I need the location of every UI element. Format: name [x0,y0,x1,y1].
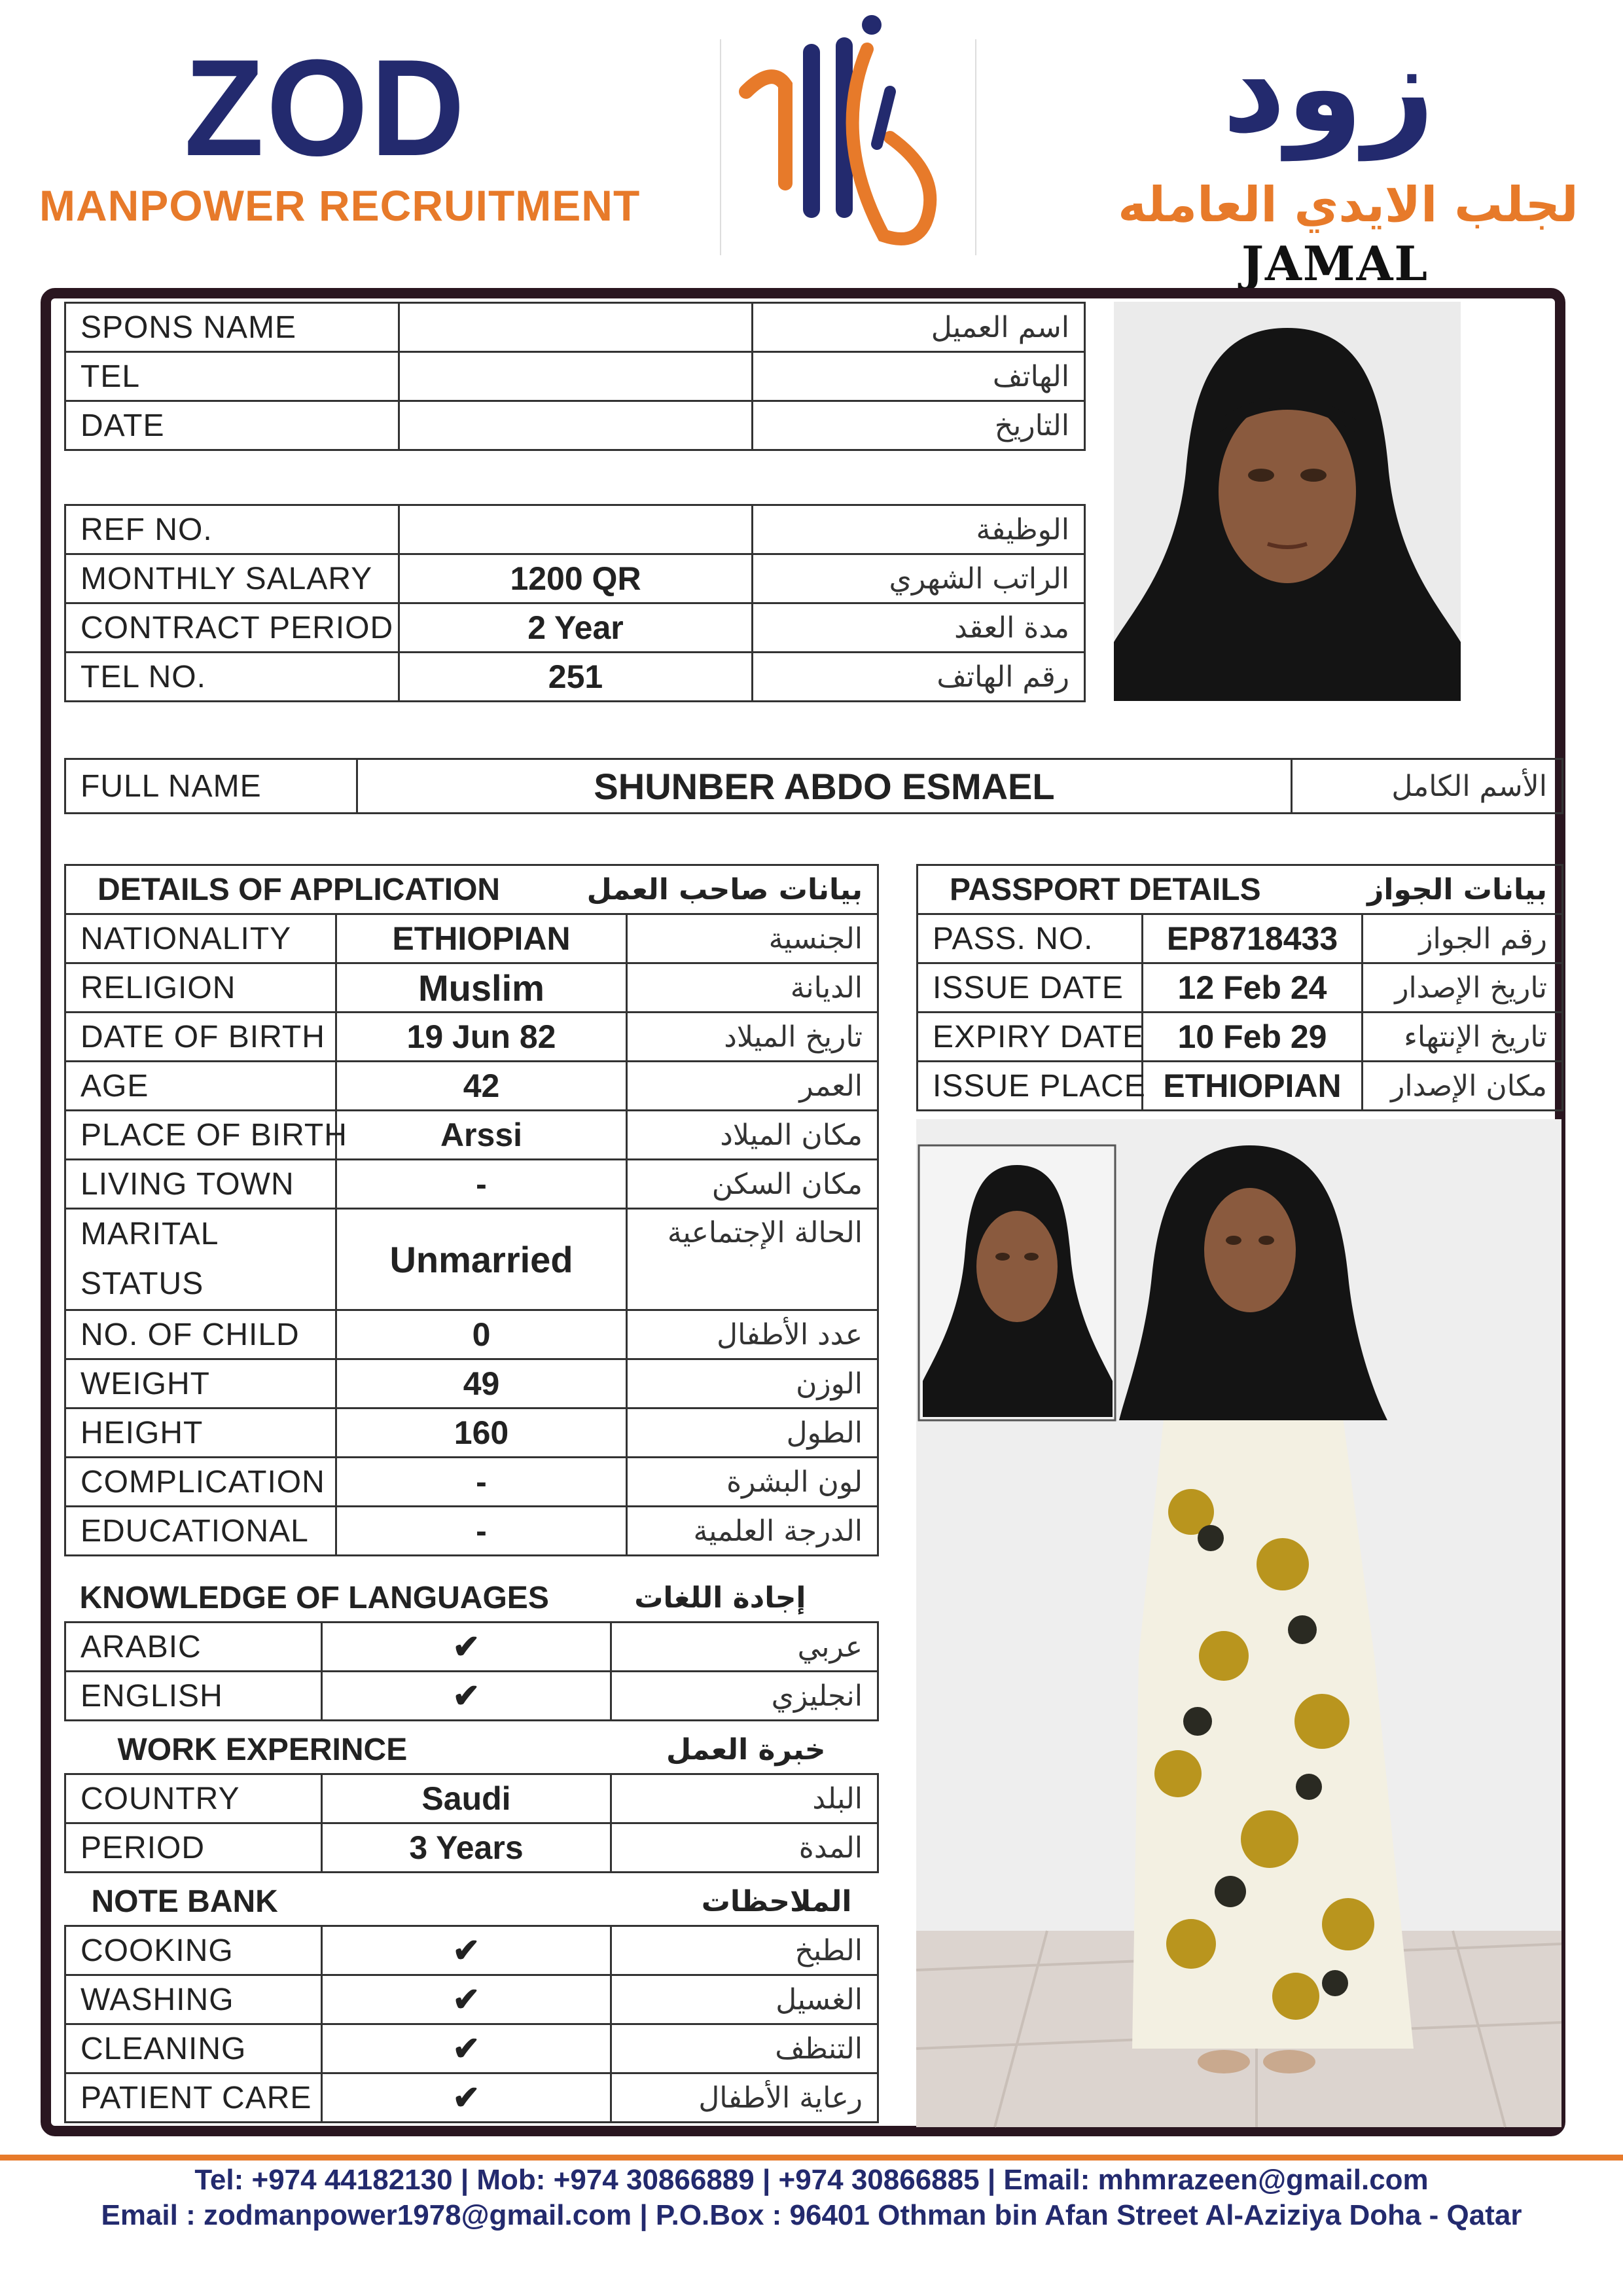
field-label-arabic: الوظيفة [753,505,1085,554]
field-label: TEL [65,352,399,401]
field-label-arabic: عربي [611,1623,878,1672]
field-label-arabic: الراتب الشهري [753,554,1085,603]
section-title-arabic: بيانات الجواز [1363,865,1563,914]
field-label-arabic: التنظف [611,2024,878,2073]
check-icon: ✔ [322,2024,611,2073]
field-label: ENGLISH [65,1672,322,1721]
note-bank-table [64,1878,879,2123]
table-row [65,2073,878,2123]
field-label: LIVING TOWN [65,1160,336,1209]
field-value [399,352,753,401]
table-row [65,603,1085,653]
field-label-arabic: الطبخ [611,1926,878,1975]
section-header [65,865,878,914]
field-value: - [336,1160,627,1209]
field-value: 1200 QR [399,554,753,603]
field-label-arabic: رقم الجواز [1363,914,1563,963]
section-header [65,1726,878,1774]
field-value: 3 Years [322,1823,611,1873]
field-label: REF NO. [65,505,399,554]
field-label: EDUCATIONAL [65,1507,336,1556]
table-row [65,1160,878,1209]
agent-name: JAMAL [1241,236,1429,291]
field-label-arabic: الهاتف [753,352,1085,401]
field-label: ISSUE PLACE [918,1062,1143,1111]
field-value: Arssi [336,1111,627,1160]
field-label-arabic: الوزن [627,1359,878,1408]
field-value: Muslim [336,963,627,1013]
field-label-arabic: اسم العميل [753,303,1085,352]
field-value: 49 [336,1359,627,1408]
table-row [65,1926,878,1975]
field-value: ETHIOPIAN [1143,1062,1363,1111]
section-title: DETAILS OF APPLICATION [65,865,627,914]
section-title-arabic: بيانات صاحب العمل [627,865,878,914]
job-table [64,504,1086,702]
field-label: PASS. NO. [918,914,1143,963]
section-title: WORK EXPERINCE [117,1732,408,1767]
field-value: Saudi [322,1774,611,1823]
field-label: HEIGHT [65,1408,336,1458]
field-label: MARITAL STATUS [65,1209,336,1310]
field-label-arabic: العمر [627,1062,878,1111]
field-label: COMPLICATION [65,1458,336,1507]
field-label-arabic: رقم الهاتف [753,653,1085,702]
section-title-arabic: إجادة اللغات [634,1581,806,1615]
field-value: 0 [336,1310,627,1359]
field-label: CLEANING [65,2024,322,2073]
field-value: - [336,1458,627,1507]
field-value: 19 Jun 82 [336,1013,627,1062]
table-row [65,1623,878,1672]
field-value: 12 Feb 24 [1143,963,1363,1013]
field-value: Unmarried [336,1209,627,1310]
field-label-arabic: مكان الميلاد [627,1111,878,1160]
field-label: WEIGHT [65,1359,336,1408]
check-icon: ✔ [322,1623,611,1672]
field-value: 2 Year [399,603,753,653]
table-row [65,1310,878,1359]
field-label-arabic: التاريخ [753,401,1085,450]
table-row [65,303,1085,352]
section-title: PASSPORT DETAILS [918,865,1363,914]
check-icon: ✔ [322,2073,611,2123]
brand-subtitle: MANPOWER RECRUITMENT [39,181,641,230]
section-title-arabic: خبرة العمل [666,1732,826,1767]
table-row [65,352,1085,401]
application-details-table [64,864,879,1556]
field-value [399,401,753,450]
field-label: AGE [65,1062,336,1111]
field-label-arabic: الدرجة العلمية [627,1507,878,1556]
field-label-arabic: رعاية الأطفال [611,2073,878,2123]
field-label-arabic: الجنسية [627,914,878,963]
table-row [65,653,1085,702]
table-row [918,914,1563,963]
table-row [65,2024,878,2073]
field-label-arabic: مكان الإصدار [1363,1062,1563,1111]
languages-table [64,1574,879,1721]
field-value: 42 [336,1062,627,1111]
field-value: - [336,1507,627,1556]
table-row [65,554,1085,603]
table-row [65,1111,878,1160]
check-icon: ✔ [322,1926,611,1975]
field-label: PATIENT CARE [65,2073,322,2123]
field-label-arabic: لون البشرة [627,1458,878,1507]
table-row [65,401,1085,450]
section-header [918,865,1563,914]
field-label: ISSUE DATE [918,963,1143,1013]
full-body-photo [916,1119,1561,2127]
field-value: EP8718433 [1143,914,1363,963]
field-label: NATIONALITY [65,914,336,963]
field-label-arabic: البلد [611,1774,878,1823]
table-row [918,1062,1563,1111]
section-header [65,1878,878,1926]
field-label-arabic: الغسيل [611,1975,878,2024]
field-label: NO. OF CHILD [65,1310,336,1359]
field-label-arabic: الأسم الكامل [1292,759,1563,814]
field-value [399,505,753,554]
field-label: TEL NO. [65,653,399,702]
field-label: SPONS NAME [65,303,399,352]
field-label: DATE OF BIRTH [65,1013,336,1062]
field-label: CONTRACT PERIOD [65,603,399,653]
field-label-arabic: تاريخ الميلاد [627,1013,878,1062]
brand-subtitle-arabic: لجلب الايدي العامله [1118,177,1578,233]
field-label-arabic: انجليزي [611,1672,878,1721]
field-label: MONTHLY SALARY [65,554,399,603]
field-label-arabic: الحالة الإجتماعية [627,1209,878,1310]
section-title: NOTE BANK [91,1884,278,1919]
table-row [65,759,1563,814]
field-label: RELIGION [65,963,336,1013]
field-label-arabic: عدد الأطفال [627,1310,878,1359]
field-label-arabic: المدة [611,1823,878,1873]
table-row [65,1823,878,1873]
brand-emblem-icon [733,13,962,262]
field-value: ETHIOPIAN [336,914,627,963]
headshot-photo [1114,302,1461,701]
footer-contact-line: Tel: +974 44182130 | Mob: +974 30866889 | +974 30866885 | Email: mhmrazeen@gmail.com [194,2164,1429,2196]
field-label: COOKING [65,1926,322,1975]
table-row [65,1672,878,1721]
table-row [65,1013,878,1062]
footer-divider [0,2155,1623,2161]
field-value [399,303,753,352]
table-row [65,505,1085,554]
footer-address-line: Email : zodmanpower1978@gmail.com | P.O.Box : 96401 Othman bin Afan Street Al-Aziziya Doha - Qatar [101,2199,1522,2231]
full-name-table [64,758,1563,814]
divider [720,39,721,255]
field-label-arabic: مكان السكن [627,1160,878,1209]
field-label-arabic: الطول [627,1408,878,1458]
field-value: 10 Feb 29 [1143,1013,1363,1062]
field-label: COUNTRY [65,1774,322,1823]
work-experience-table [64,1726,879,1873]
table-row [65,1062,878,1111]
field-value: 160 [336,1408,627,1458]
table-row [918,963,1563,1013]
table-row [65,1359,878,1408]
field-label: PERIOD [65,1823,322,1873]
passport-details-table [916,864,1563,1111]
brand-logo-text: ZOD [184,31,467,185]
full-name-value: SHUNBER ABDO ESMAEL [357,759,1292,814]
check-icon: ✔ [322,1672,611,1721]
field-label: ARABIC [65,1623,322,1672]
table-row [65,1975,878,2024]
divider [975,39,976,255]
section-title-arabic: الملاحظات [701,1884,852,1918]
field-label: EXPIRY DATE [918,1013,1143,1062]
table-row [65,914,878,963]
field-label: WASHING [65,1975,322,2024]
field-label: PLACE OF BIRTH [65,1111,336,1160]
field-label-arabic: الديانة [627,963,878,1013]
table-row [65,1458,878,1507]
field-label-arabic: مدة العقد [753,603,1085,653]
sponsor-table [64,302,1086,451]
field-label: FULL NAME [65,759,357,814]
table-row [65,1507,878,1556]
field-label-arabic: تاريخ الإنتهاء [1363,1013,1563,1062]
table-row [65,1774,878,1823]
field-label: DATE [65,401,399,450]
table-row [65,1209,878,1310]
table-row [918,1013,1563,1062]
field-label-arabic: تاريخ الإصدار [1363,963,1563,1013]
check-icon: ✔ [322,1975,611,2024]
section-title: KNOWLEDGE OF LANGUAGES [79,1580,549,1615]
table-row [65,963,878,1013]
table-row [65,1408,878,1458]
section-header [65,1574,878,1623]
field-value: 251 [399,653,753,702]
brand-logo-arabic: زود [1222,16,1435,160]
